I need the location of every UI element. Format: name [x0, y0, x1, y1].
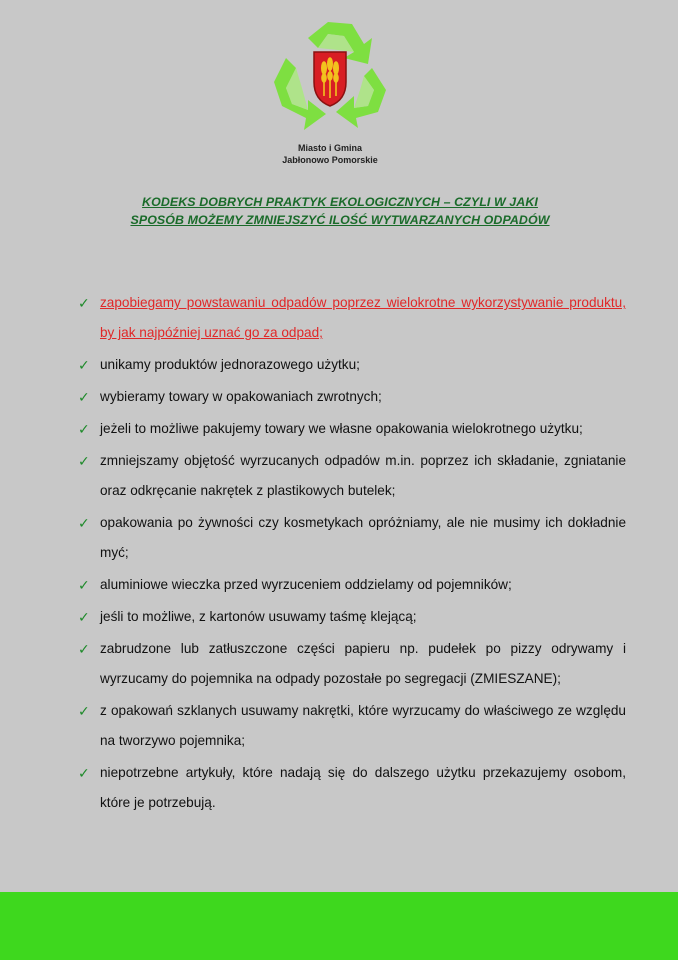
list-item-text: wybieramy towary w opakowaniach zwrotnych; [100, 389, 382, 404]
checkmark-icon: ✓ [78, 577, 90, 593]
list-item [78, 508, 626, 568]
list-item-text: z opakowań szklanych usuwamy nakrętki, które wyrzucamy do właściwego ze względu na tworzywo pojemnika; [100, 703, 626, 748]
checkmark-icon: ✓ [78, 357, 90, 373]
list-item-text: zmniejszamy objętość wyrzucanych odpadów m.in. poprzez ich składanie, zgniatanie oraz odkręcanie nakrętek z plastikowych butelek; [100, 453, 626, 498]
list-item [78, 288, 626, 348]
list-item [78, 414, 626, 444]
footer-color-bar [0, 892, 678, 960]
page-title [40, 193, 640, 229]
checkmark-icon: ✓ [78, 453, 90, 469]
list-item-text: jeśli to możliwe, z kartonów usuwamy taśmę klejącą; [100, 609, 417, 624]
list-item [78, 602, 626, 632]
checkmark-icon: ✓ [78, 703, 90, 719]
checkmark-icon: ✓ [78, 641, 90, 657]
list-item-text: jeżeli to możliwe pakujemy towary we własne opakowania wielokrotnego użytku; [100, 421, 583, 436]
list-item-text: zabrudzone lub zatłuszczone części papieru np. pudełek po pizzy odrywamy i wyrzucamy do pojemnika na odpady pozostałe po segregacji (ZMIESZANE); [100, 641, 626, 686]
list-item [78, 634, 626, 694]
checkmark-icon: ✓ [78, 765, 90, 781]
practices-list [78, 288, 626, 820]
checkmark-icon: ✓ [78, 609, 90, 625]
list-item-text: unikamy produktów jednorazowego użytku; [100, 357, 360, 372]
list-item-text: aluminiowe wieczka przed wyrzuceniem oddzielamy od pojemników; [100, 577, 512, 592]
checkmark-icon: ✓ [78, 421, 90, 437]
checkmark-icon: ✓ [78, 295, 90, 311]
list-item-text: opakowania po żywności czy kosmetykach opróżniamy, ale nie musimy ich dokładnie myć; [100, 515, 626, 560]
list-item [78, 696, 626, 756]
title-line-1: KODEKS DOBRYCH PRAKTYK EKOLOGICZNYCH – CZYLI W JAKI [142, 195, 538, 209]
org-line-2: Jabłonowo Pomorskie [282, 155, 378, 165]
recycle-crest-logo [268, 18, 392, 134]
list-item-text: zapobiegamy powstawaniu odpadów poprzez wielokrotne wykorzystywanie produktu, by jak najpóźniej uznać go za odpad; [100, 295, 626, 340]
checkmark-icon: ✓ [78, 515, 90, 531]
org-line-1: Miasto i Gmina [297, 143, 362, 153]
list-item [78, 446, 626, 506]
list-item [78, 350, 626, 380]
list-item [78, 758, 626, 818]
municipality-name [200, 142, 460, 166]
checkmark-icon: ✓ [78, 389, 90, 405]
list-item [78, 570, 626, 600]
list-item [78, 382, 626, 412]
recycle-icon [268, 18, 392, 134]
list-item-text: niepotrzebne artykuły, które nadają się do dalszego użytku przekazujemy osobom, które je potrzebują. [100, 765, 626, 810]
title-line-2: SPOSÓB MOŻEMY ZMNIEJSZYĆ ILOŚĆ WYTWARZANYCH ODPADÓW [130, 213, 550, 227]
